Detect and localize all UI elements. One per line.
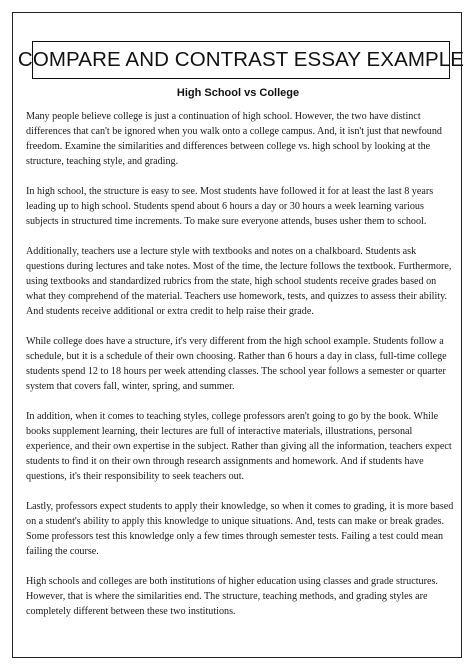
- paragraph-high-school-structure: In high school, the structure is easy to see. Most students have followed it for at least the last 8 years leading up to high school. Students spend about 6 hours a day or 30 hours a week learning various subjects in structured time increments. To make sure everyone attends, buses usher them to school.: [26, 186, 434, 227]
- page-title: COMPARE AND CONTRAST ESSAY EXAMPLE: [17, 48, 465, 71]
- document-page: [12, 12, 465, 658]
- essay-subtitle: High School vs College: [176, 87, 300, 99]
- paragraph-college-grading: Lastly, professors expect students to apply their knowledge, so when it comes to grading, it is more based on a student's ability to apply this knowledge to unique situations. And, tests can make or break grades. Some professors test this knowledge only a few times through semester tests. Failing a test could mean failing the course.: [26, 501, 454, 557]
- paragraph-college-structure: While college does have a structure, it's very different from the high school example. Students follow a schedule, but it is a schedule of their own choosing. Rather than 6 hours a day in class, full-time college students spend 12 to 18 hours per week attending classes. The school year follows a semester or quarter system that covers fall, winter, spring, and summer.: [26, 336, 447, 392]
- paragraph-intro: Many people believe college is just a continuation of high school. However, the two have distinct differences that can't be ignored when you walk onto a college campus. And, it isn't just that newfound freedom. Examine the similarities and differences between college vs. high school by looking at the structure, teaching style, and grading.: [26, 111, 442, 167]
- title-box: [17, 41, 465, 79]
- essay-body: [26, 109, 454, 634]
- paragraph-college-teaching: In addition, when it comes to teaching styles, college professors aren't going to go by the book. While books supplement learning, their lectures are full of interactive materials, illustrations, personal experience, and their own expertise in the subject. Rather than giving all the information, teachers expect students to find it on their own through research assignments and homework. And if students have questions, it's their responsibility to seek teachers out.: [26, 411, 452, 482]
- paragraph-conclusion: High schools and colleges are both institutions of higher education using classes and grade structures. However, that is where the similarities end. The structure, teaching methods, and grading styles are completely different between these two institutions.: [26, 576, 438, 617]
- paragraph-high-school-teaching: Additionally, teachers use a lecture style with textbooks and notes on a chalkboard. Students ask questions during lectures and take notes. Most of the time, the lecture follows the textbook. Furthermore, using textbooks and standardized rubrics from the state, high school students receive grades based on what they comprehend of the material. Teachers use homework, tests, and quizzes to assess their ability. And students receive additional or extra credit to help raise their grade.: [26, 246, 452, 317]
